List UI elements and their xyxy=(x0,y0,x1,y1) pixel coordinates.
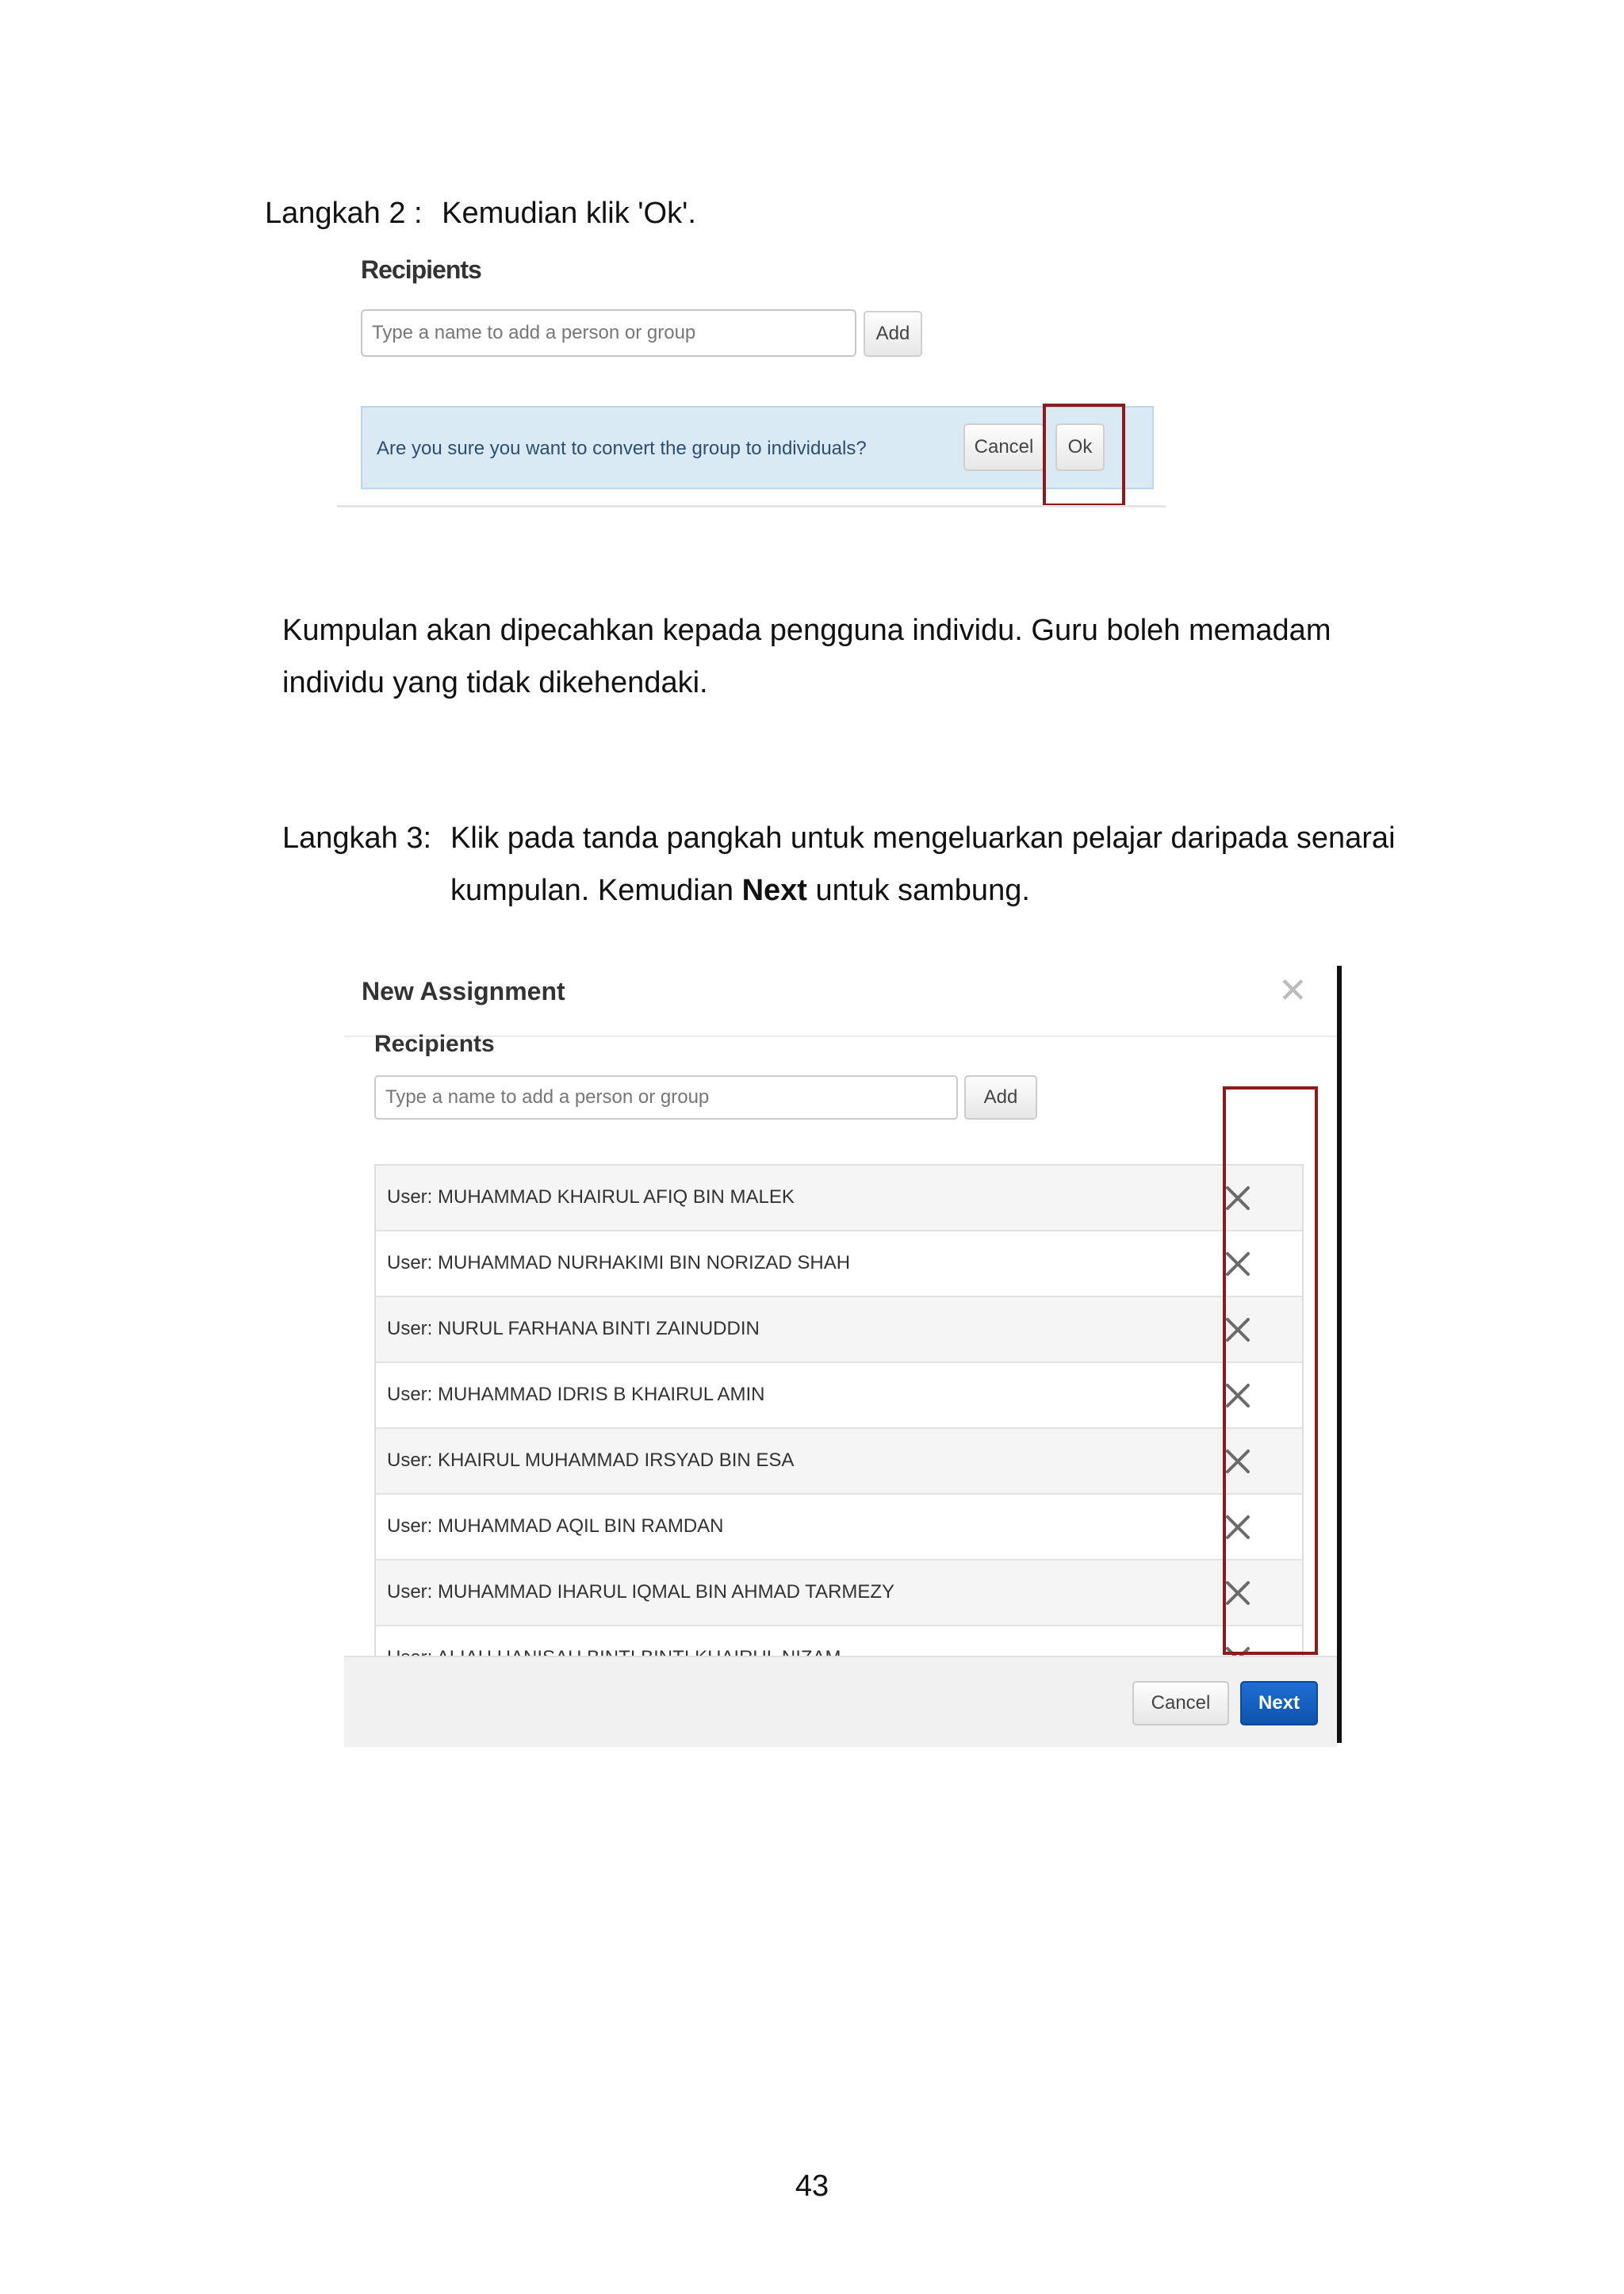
dialog-title: New Assignment xyxy=(362,977,565,1005)
recipients-title: Recipients xyxy=(374,1031,495,1057)
add-recipient-button[interactable]: Add xyxy=(864,311,922,357)
add-recipient-button[interactable]: Add xyxy=(964,1075,1037,1120)
screenshot-new-assignment xyxy=(344,966,1342,1747)
recipients-title: Recipients xyxy=(361,255,481,284)
recipient-row xyxy=(376,1231,1302,1297)
step-2-label: Langkah 2 : xyxy=(265,197,423,230)
ok-highlight-box xyxy=(1043,404,1125,507)
recipient-name: User: MUHAMMAD AQIL BIN RAMDAN xyxy=(387,1515,724,1537)
recipient-name: User: MUHAMMAD KHAIRUL AFIQ BIN MALEK xyxy=(387,1186,795,1208)
recipient-row xyxy=(376,1561,1302,1626)
remove-highlight-box xyxy=(1223,1086,1318,1655)
recipient-name: User: MUHAMMAD IDRIS B KHAIRUL AMIN xyxy=(387,1384,765,1405)
recipient-search-input[interactable] xyxy=(361,309,856,357)
next-button[interactable]: Next xyxy=(1240,1681,1318,1725)
recipient-row xyxy=(376,1495,1302,1561)
screenshot-convert-group xyxy=(337,247,1166,509)
divider xyxy=(337,505,1166,507)
recipient-name: User: MUHAMMAD NURHAKIMI BIN NORIZAD SHAH xyxy=(387,1252,851,1273)
explanation-paragraph xyxy=(282,604,1331,709)
explanation-line-1: Kumpulan akan dipecahkan kepada pengguna individu. Guru boleh memadam xyxy=(282,614,1331,647)
step-3-label: Langkah 3: xyxy=(282,821,432,855)
recipient-search-input[interactable] xyxy=(374,1075,958,1120)
recipient-row xyxy=(376,1363,1302,1429)
recipient-name: User: KHAIRUL MUHAMMAD IRSYAD BIN ESA xyxy=(387,1450,795,1471)
recipient-list xyxy=(374,1164,1304,1672)
step-3-line-2-a: kumpulan. Kemudian xyxy=(450,874,742,907)
recipient-name: User: MUHAMMAD IHARUL IQMAL BIN AHMAD TARMEZY xyxy=(387,1581,895,1603)
step-3-line-2 xyxy=(450,864,1396,917)
close-icon[interactable]: ✕ xyxy=(1278,971,1308,1010)
cancel-button[interactable]: Cancel xyxy=(1132,1681,1229,1725)
confirm-ok-button[interactable]: Ok xyxy=(1055,423,1105,471)
step-2-heading xyxy=(265,187,696,239)
page-number: 43 xyxy=(795,2170,829,2203)
recipient-row xyxy=(376,1166,1302,1231)
recipient-name: User: NURUL FARHANA BINTI ZAINUDDIN xyxy=(387,1318,760,1339)
step-3-line-2-b: untuk sambung. xyxy=(806,874,1030,907)
recipient-row xyxy=(376,1297,1302,1363)
explanation-line-2: individu yang tidak dikehendaki. xyxy=(282,666,708,699)
step-3-next-word: Next xyxy=(741,874,807,907)
confirm-cancel-button[interactable]: Cancel xyxy=(963,423,1044,471)
step-2-text: Kemudian klik 'Ok'. xyxy=(442,197,696,230)
step-3-line-1: Klik pada tanda pangkah untuk mengeluarkan pelajar daripada senarai xyxy=(450,821,1396,855)
edge-border xyxy=(1337,966,1342,1743)
step-3-text xyxy=(450,812,1396,917)
confirm-message: Are you sure you want to convert the group to individuals? xyxy=(377,438,867,459)
recipient-row xyxy=(376,1429,1302,1495)
